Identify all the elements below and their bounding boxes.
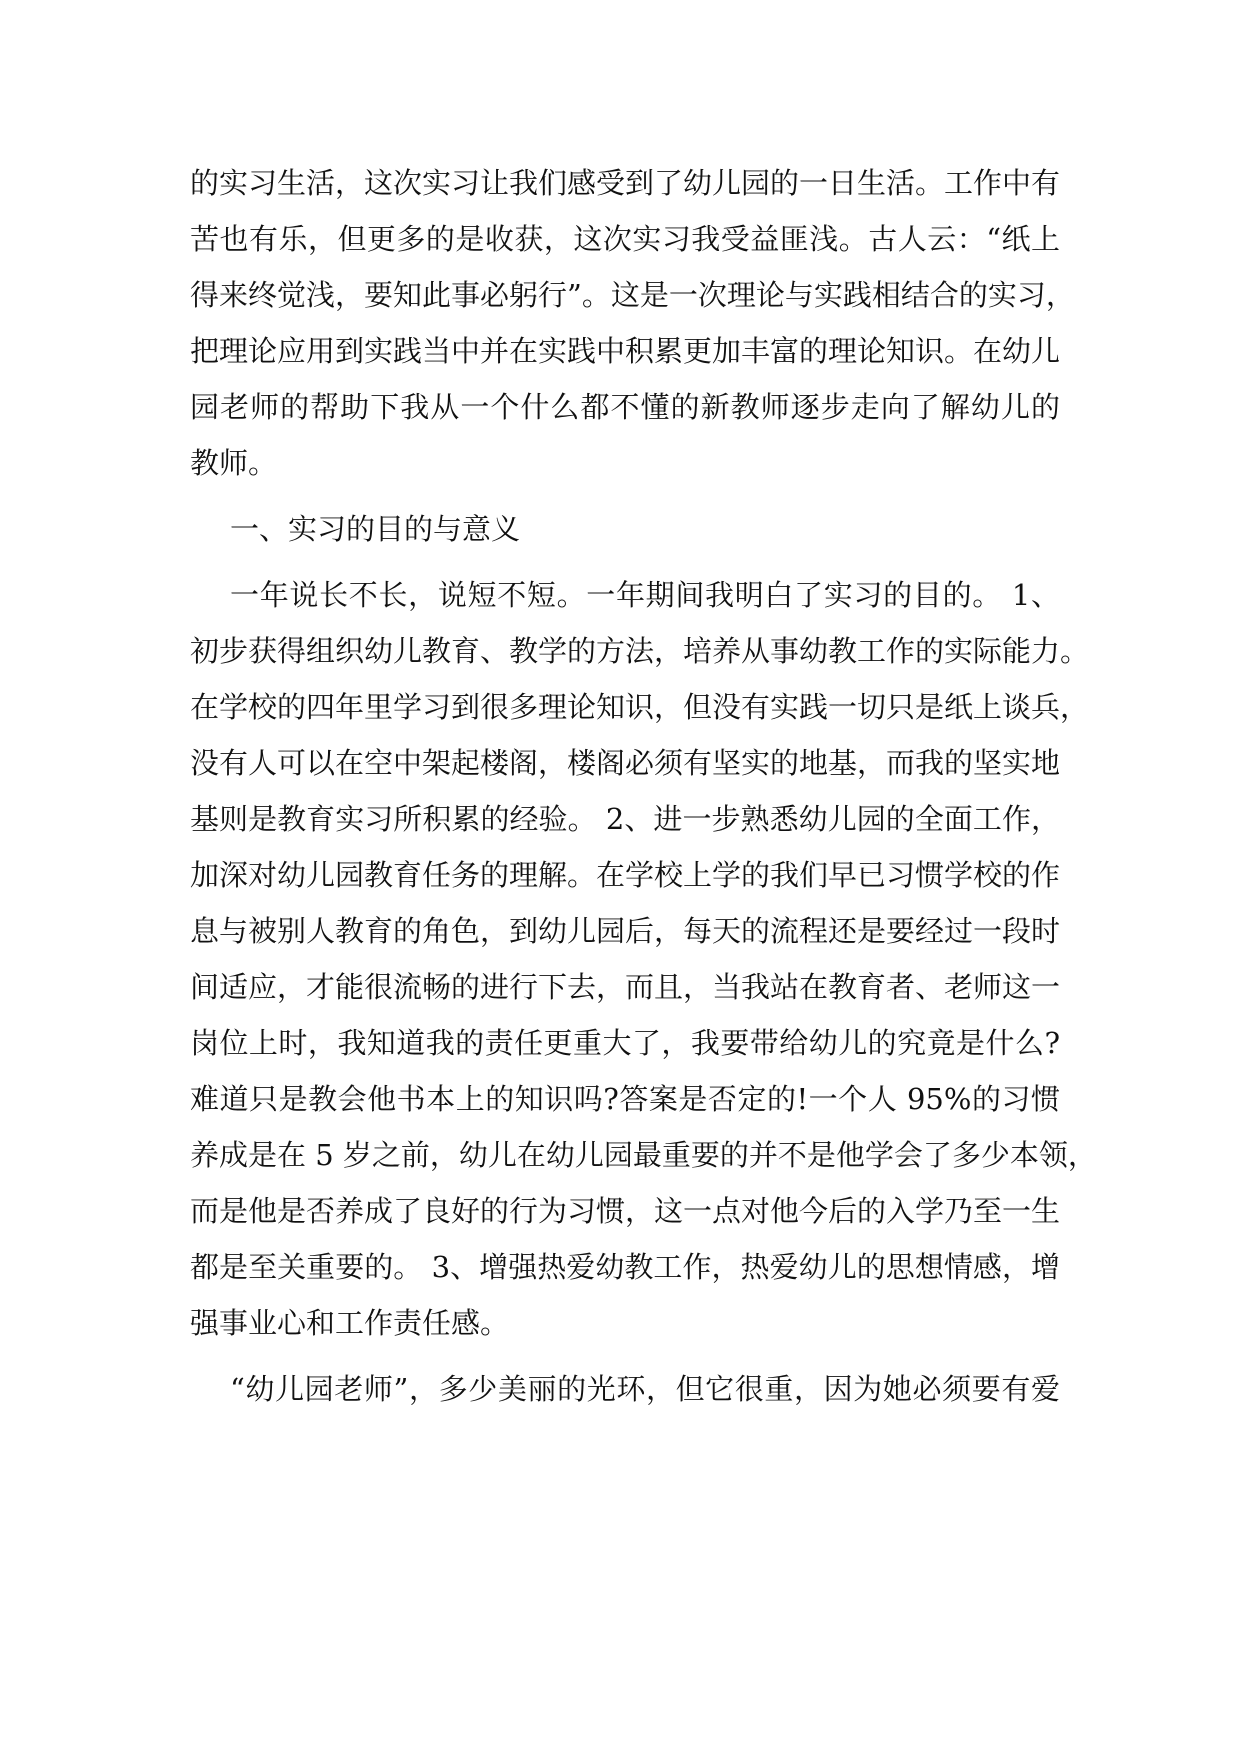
text-line: 的实习生活，这次实习让我们感受到了幼儿园的一日生活。工作中有 (190, 166, 1061, 200)
section-heading: 一、实习的目的与意义 (230, 512, 521, 546)
text-line: 苦也有乐，但更多的是收获，这次实习我受益匪浅。古人云：“纸上 (190, 222, 1060, 256)
document-body (190, 155, 1097, 1417)
text-line: 强事业心和工作责任感。 (190, 1306, 510, 1340)
text-line: 难道只是教会他书本上的知识吗?答案是否定的!一个人 95%的习惯 (190, 1082, 1060, 1116)
paragraph-1 (190, 155, 1075, 491)
paragraph-gap (190, 1351, 1060, 1361)
paragraph-3 (190, 1361, 1060, 1417)
text-line: 养成是在 5 岁之前，幼儿在幼儿园最重要的并不是他学会了多少本领， (190, 1138, 1097, 1172)
text-line: 园老师的帮助下我从一个什么都不懂的新教师逐步走向了解幼儿的 (190, 390, 1060, 424)
text-line: 把理论应用到实践当中并在实践中积累更加丰富的理论知识。在幼儿 (190, 334, 1061, 368)
text-line: 息与被别人教育的角色，到幼儿园后，每天的流程还是要经过一段时 (190, 914, 1061, 948)
text-line: 得来终觉浅，要知此事必躬行”。这是一次理论与实践相结合的实习， (190, 278, 1075, 312)
text-line: 教师。 (190, 446, 278, 480)
text-line: 岗位上时，我知道我的责任更重大了，我要带给幼儿的究竟是什么? (190, 1026, 1060, 1060)
text-line: 加深对幼儿园教育任务的理解。在学校上学的我们早已习惯学校的作 (190, 858, 1061, 892)
text-line: 间适应，才能很流畅的进行下去，而且，当我站在教育者、老师这一 (190, 970, 1061, 1004)
text-line: 初步获得组织幼儿教育、教学的方法，培养从事幼教工作的实际能力。 (190, 634, 1090, 668)
text-line: 一年说长不长，说短不短。一年期间我明白了实习的目的。 1、 (230, 578, 1060, 612)
text-line: 而是他是否养成了良好的行为习惯，这一点对他今后的入学乃至一生 (190, 1194, 1061, 1228)
paragraph-gap (190, 557, 1060, 567)
paragraph-gap (190, 491, 1060, 501)
text-line: 基则是教育实习所积累的经验。 2、进一步熟悉幼儿园的全面工作， (190, 802, 1060, 836)
text-line: 都是至关重要的。 3、增强热爱幼教工作，热爱幼儿的思想情感，增 (190, 1250, 1060, 1284)
text-line: 没有人可以在空中架起楼阁，楼阁必须有坚实的地基，而我的坚实地 (190, 746, 1061, 780)
paragraph-2 (190, 567, 1097, 1351)
text-line: 在学校的四年里学习到很多理论知识，但没有实践一切只是纸上谈兵， (190, 690, 1090, 724)
text-line: “幼儿园老师”，多少美丽的光环，但它很重，因为她必须要有爱 (230, 1372, 1060, 1406)
